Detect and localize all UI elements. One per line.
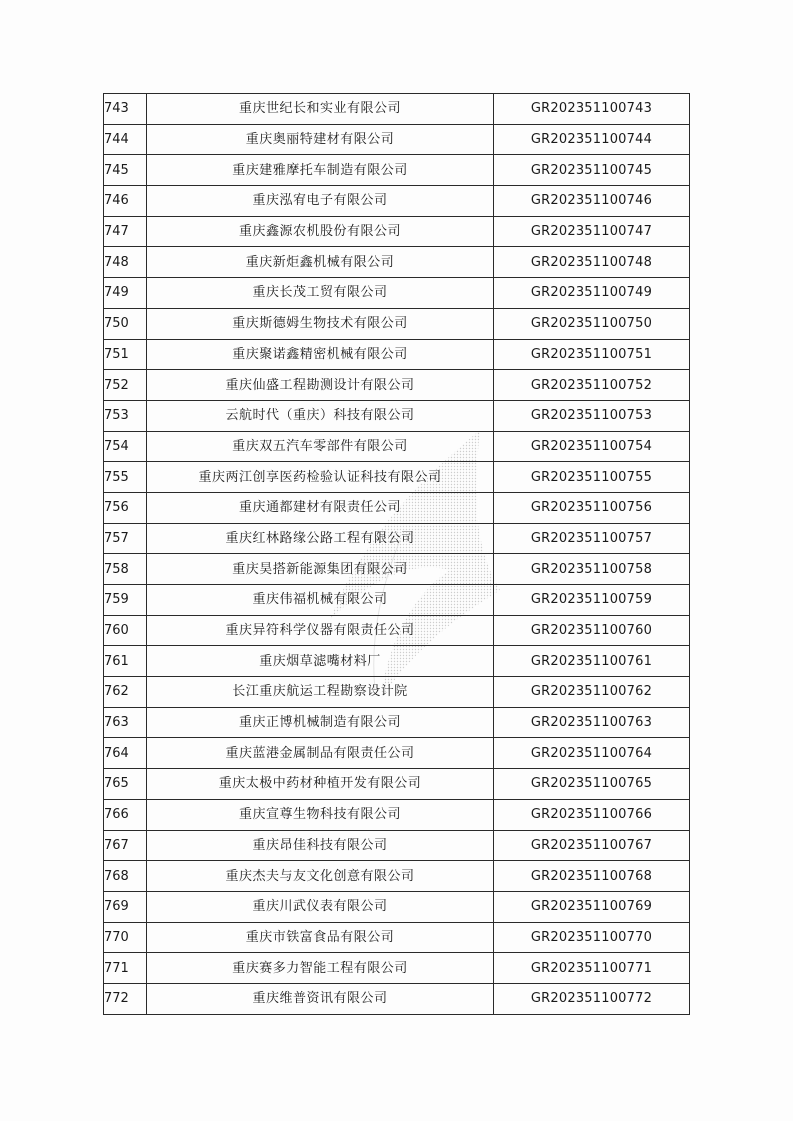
company-name: 重庆烟草滤嘴材料厂: [147, 646, 494, 677]
row-number: 755: [104, 462, 147, 493]
table-row: [104, 554, 690, 585]
row-number: 772: [104, 983, 147, 1014]
certificate-number: GR202351100756: [494, 492, 690, 523]
row-number: 768: [104, 861, 147, 892]
company-name: 重庆泓宥电子有限公司: [147, 186, 494, 217]
table-row: [104, 216, 690, 247]
company-name: 重庆红林路缘公路工程有限公司: [147, 523, 494, 554]
table-row: [104, 523, 690, 554]
row-number: 745: [104, 155, 147, 186]
table-row: [104, 462, 690, 493]
certificate-number: GR202351100762: [494, 677, 690, 708]
company-name: 重庆建雅摩托车制造有限公司: [147, 155, 494, 186]
row-number: 743: [104, 94, 147, 125]
certificate-number: GR202351100751: [494, 339, 690, 370]
table-row: [104, 278, 690, 309]
table-row: [104, 186, 690, 217]
row-number: 746: [104, 186, 147, 217]
row-number: 761: [104, 646, 147, 677]
certificate-number: GR202351100767: [494, 830, 690, 861]
certificate-number: GR202351100747: [494, 216, 690, 247]
table-row: [104, 830, 690, 861]
table-row: [104, 953, 690, 984]
company-name: 云航时代（重庆）科技有限公司: [147, 400, 494, 431]
row-number: 754: [104, 431, 147, 462]
row-number: 770: [104, 922, 147, 953]
company-name: 长江重庆航运工程勘察设计院: [147, 677, 494, 708]
certificate-number: GR202351100757: [494, 523, 690, 554]
company-name: 重庆双五汽车零部件有限公司: [147, 431, 494, 462]
row-number: 767: [104, 830, 147, 861]
row-number: 760: [104, 615, 147, 646]
row-number: 771: [104, 953, 147, 984]
certificate-number: GR202351100758: [494, 554, 690, 585]
enterprise-table: [103, 93, 690, 1015]
company-name: 重庆鑫源农机股份有限公司: [147, 216, 494, 247]
certificate-number: GR202351100769: [494, 891, 690, 922]
row-number: 752: [104, 370, 147, 401]
certificate-number: GR202351100764: [494, 738, 690, 769]
company-name: 重庆维普资讯有限公司: [147, 983, 494, 1014]
table-row: [104, 861, 690, 892]
table-row: [104, 891, 690, 922]
certificate-number: GR202351100755: [494, 462, 690, 493]
company-name: 重庆仙盛工程勘测设计有限公司: [147, 370, 494, 401]
table-row: [104, 247, 690, 278]
table-row: [104, 400, 690, 431]
company-name: 重庆太极中药材种植开发有限公司: [147, 769, 494, 800]
certificate-number: GR202351100771: [494, 953, 690, 984]
certificate-number: GR202351100770: [494, 922, 690, 953]
table-row: [104, 308, 690, 339]
certificate-number: GR202351100750: [494, 308, 690, 339]
table-row: [104, 615, 690, 646]
certificate-number: GR202351100763: [494, 707, 690, 738]
company-name: 重庆两江创享医药检验认证科技有限公司: [147, 462, 494, 493]
certificate-number: GR202351100753: [494, 400, 690, 431]
row-number: 759: [104, 585, 147, 616]
company-name: 重庆赛多力智能工程有限公司: [147, 953, 494, 984]
company-name: 重庆伟福机械有限公司: [147, 585, 494, 616]
table-row: [104, 585, 690, 616]
row-number: 764: [104, 738, 147, 769]
table-row: [104, 431, 690, 462]
company-name: 重庆聚诺鑫精密机械有限公司: [147, 339, 494, 370]
table-row: [104, 799, 690, 830]
certificate-number: GR202351100743: [494, 94, 690, 125]
row-number: 763: [104, 707, 147, 738]
row-number: 757: [104, 523, 147, 554]
certificate-number: GR202351100745: [494, 155, 690, 186]
company-name: 重庆斯德姆生物技术有限公司: [147, 308, 494, 339]
table-row: [104, 677, 690, 708]
company-name: 重庆川武仪表有限公司: [147, 891, 494, 922]
table-row: [104, 738, 690, 769]
company-name: 重庆市铁富食品有限公司: [147, 922, 494, 953]
certificate-number: GR202351100761: [494, 646, 690, 677]
row-number: 762: [104, 677, 147, 708]
company-name: 重庆昊搭新能源集团有限公司: [147, 554, 494, 585]
certificate-number: GR202351100752: [494, 370, 690, 401]
certificate-number: GR202351100754: [494, 431, 690, 462]
certificate-number: GR202351100759: [494, 585, 690, 616]
company-name: 重庆蓝港金属制品有限责任公司: [147, 738, 494, 769]
row-number: 750: [104, 308, 147, 339]
company-name: 重庆昂佳科技有限公司: [147, 830, 494, 861]
table-row: [104, 94, 690, 125]
table-row: [104, 707, 690, 738]
company-name: 重庆奥丽特建材有限公司: [147, 124, 494, 155]
row-number: 744: [104, 124, 147, 155]
company-name: 重庆新炬鑫机械有限公司: [147, 247, 494, 278]
row-number: 765: [104, 769, 147, 800]
certificate-number: GR202351100744: [494, 124, 690, 155]
company-name: 重庆正博机械制造有限公司: [147, 707, 494, 738]
table-row: [104, 155, 690, 186]
certificate-number: GR202351100760: [494, 615, 690, 646]
certificate-number: GR202351100746: [494, 186, 690, 217]
row-number: 747: [104, 216, 147, 247]
row-number: 756: [104, 492, 147, 523]
row-number: 753: [104, 400, 147, 431]
certificate-number: GR202351100768: [494, 861, 690, 892]
company-name: 重庆长茂工贸有限公司: [147, 278, 494, 309]
row-number: 751: [104, 339, 147, 370]
row-number: 748: [104, 247, 147, 278]
certificate-number: GR202351100772: [494, 983, 690, 1014]
table-row: [104, 492, 690, 523]
company-name: 重庆通都建材有限责任公司: [147, 492, 494, 523]
row-number: 769: [104, 891, 147, 922]
certificate-number: GR202351100766: [494, 799, 690, 830]
table-row: [104, 370, 690, 401]
company-name: 重庆宣尊生物科技有限公司: [147, 799, 494, 830]
table-row: [104, 124, 690, 155]
table-row: [104, 983, 690, 1014]
row-number: 766: [104, 799, 147, 830]
table-row: [104, 646, 690, 677]
certificate-number: GR202351100749: [494, 278, 690, 309]
table-row: [104, 769, 690, 800]
certificate-number: GR202351100748: [494, 247, 690, 278]
table-row: [104, 922, 690, 953]
company-name: 重庆异符科学仪器有限责任公司: [147, 615, 494, 646]
row-number: 749: [104, 278, 147, 309]
company-name: 重庆杰夫与友文化创意有限公司: [147, 861, 494, 892]
company-name: 重庆世纪长和实业有限公司: [147, 94, 494, 125]
row-number: 758: [104, 554, 147, 585]
table-row: [104, 339, 690, 370]
certificate-number: GR202351100765: [494, 769, 690, 800]
